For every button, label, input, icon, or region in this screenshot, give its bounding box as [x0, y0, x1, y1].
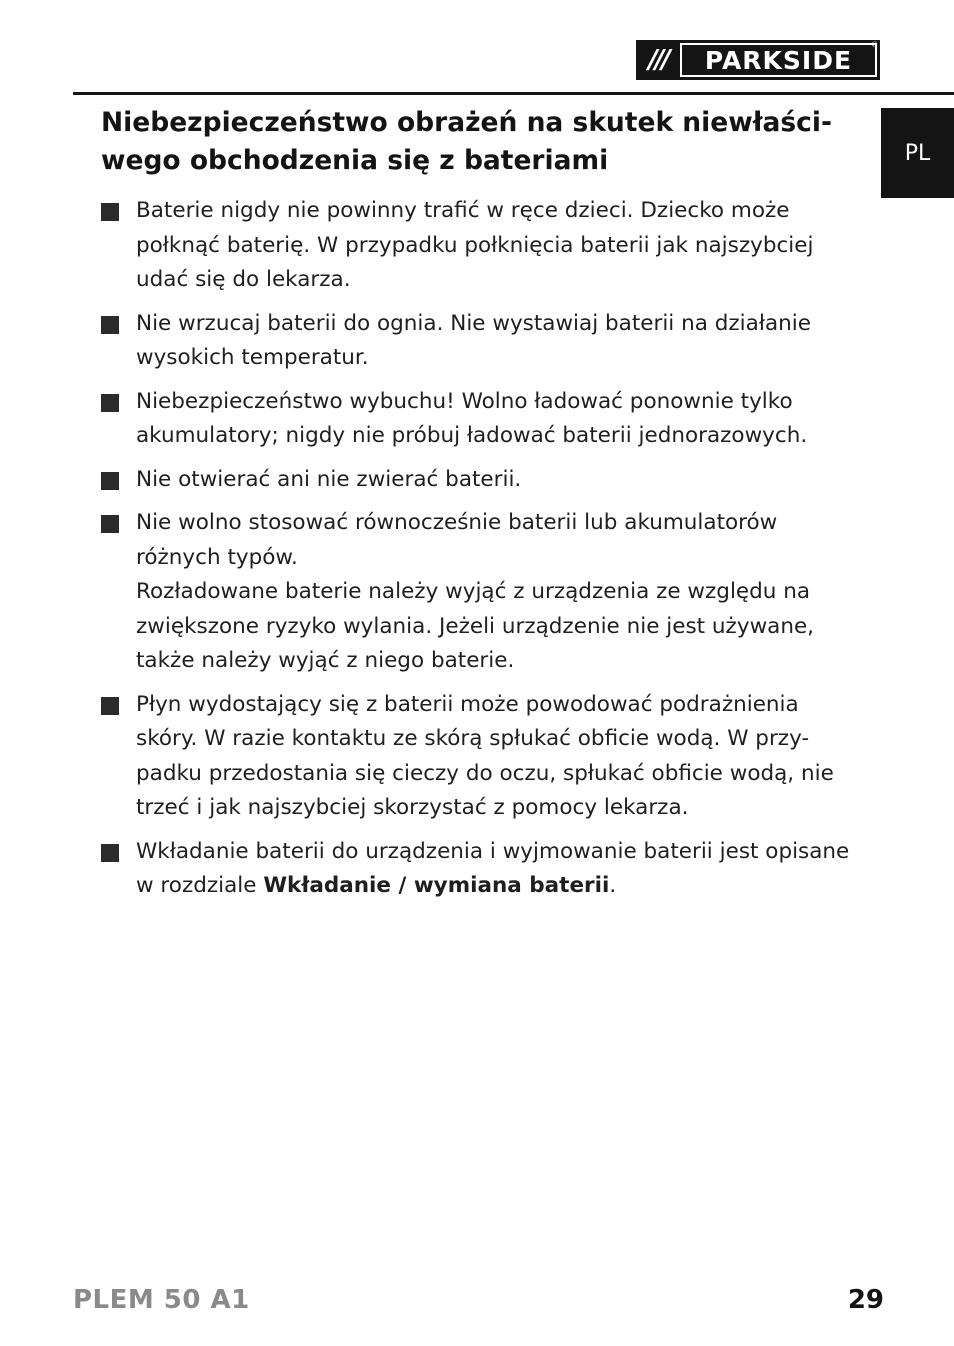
- list-item-text: [136, 835, 861, 904]
- list-item: [101, 385, 861, 454]
- list-item: [101, 688, 861, 826]
- list-item-text: Baterie nigdy nie powinny trafić w ręce dzieci. Dziecko może połknąć baterię. W przypadku połknięcia baterii jak najszybciej udać się do lekarza.: [136, 198, 814, 292]
- list-item-text: Płyn wydostający się z baterii może powodować podrażnienia skóry. W razie kontaktu ze skórą spłukać obficie wodą. W przy-padku przedostania się cieczy do oczu, spłukać obficie wodą, nie trzeć i jak najszybciej skorzystać z pomocy lekarza.: [136, 691, 834, 820]
- list-item-text: Nie wrzucaj baterii do ognia. Nie wystawiaj baterii na działanie wysokich temperatur.: [136, 310, 811, 370]
- logo-slashes: ///: [648, 45, 668, 75]
- square-bullet-icon: [101, 316, 119, 334]
- parkside-logo: [636, 40, 880, 80]
- footer-model-name: PLEM 50 A1: [73, 1285, 250, 1315]
- logo-registered-mark: ®: [871, 41, 878, 49]
- square-bullet-icon: [101, 515, 119, 533]
- square-bullet-icon: [101, 203, 119, 221]
- square-bullet-icon: [101, 844, 119, 862]
- list-item: [101, 194, 861, 298]
- list-item-text: Nie otwierać ani nie zwierać baterii.: [136, 466, 522, 492]
- list-item: [101, 307, 861, 376]
- header-rule: [73, 92, 954, 95]
- language-tab: PL: [881, 108, 954, 198]
- list-item-text-continued: Rozładowane baterie należy wyjąć z urządzenia ze względu na zwiększone ryzyko wylania. Jeżeli urządzenie nie jest używane, także należy wyjąć z niego baterie.: [136, 579, 815, 673]
- square-bullet-icon: [101, 472, 119, 490]
- chapter-reference: Wkładanie / wymiana baterii: [263, 873, 610, 898]
- list-item: [101, 463, 861, 498]
- page-number: 29: [847, 1285, 884, 1315]
- list-item-text: Niebezpieczeństwo wybuchu! Wolno ładować ponownie tylko akumulatory; nigdy nie próbuj ładować baterii jednorazowych.: [136, 388, 808, 448]
- safety-list: [101, 194, 861, 913]
- list-item-text-end: .: [609, 873, 617, 898]
- logo-wordmark: PARKSIDE: [680, 43, 877, 77]
- list-item: [101, 835, 861, 904]
- square-bullet-icon: [101, 394, 119, 412]
- square-bullet-icon: [101, 697, 119, 715]
- section-heading: Niebezpieczeństwo obrażeń na skutek niewłaści-wego obchodzenia się z bateriami: [101, 107, 832, 176]
- list-item: [101, 506, 861, 679]
- list-item-text: Nie wolno stosować równocześnie baterii lub akumulatorów różnych typów.: [136, 510, 778, 570]
- list-item-text-start: Wkładanie baterii do urządzenia i wyjmowanie baterii jest opisane w rozdziale: [136, 838, 850, 898]
